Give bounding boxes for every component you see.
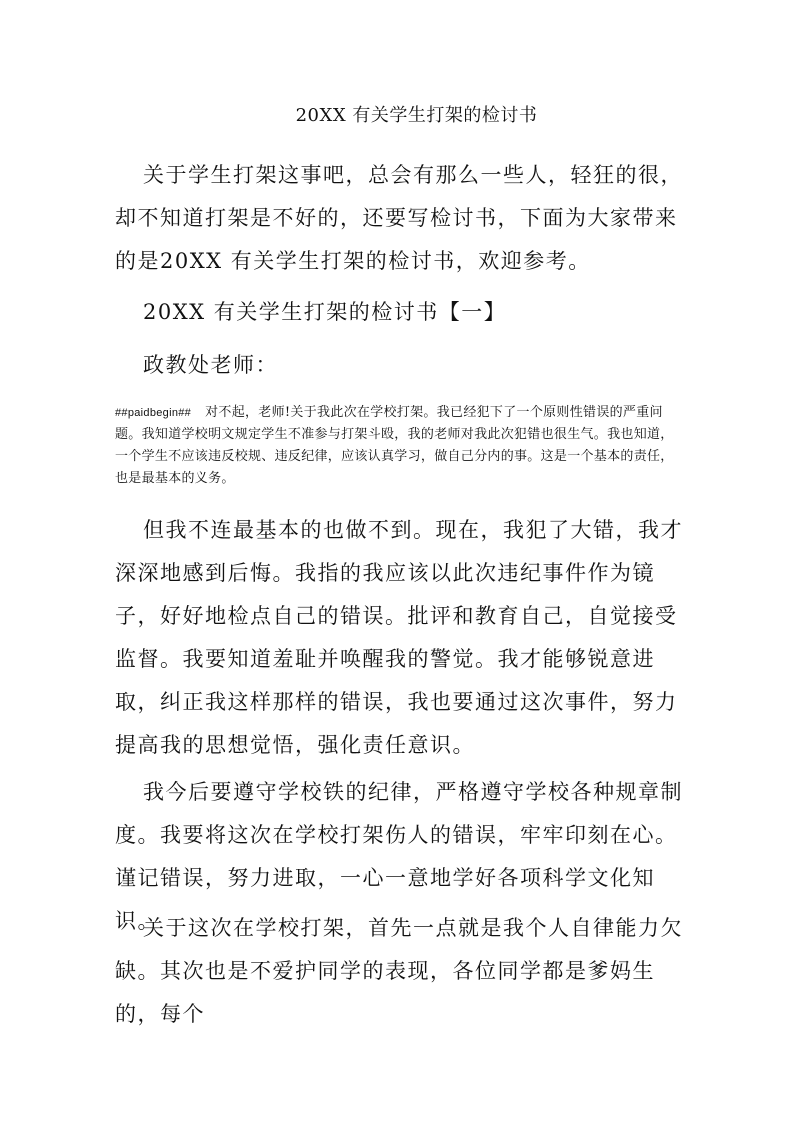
body-paragraph-1: 但我不连最基本的也做不到。现在，我犯了大错，我才深深地感到后悔。我指的我应该以此次违纪事件作为镜子，好好地检点自己的错误。批评和教育自己，自觉接受监督。我要知道羞耻并唤醒我的警觉。我才能够锐意进取，纠正我这样那样的错误，我也要通过这次事件，努力提高我的思想觉悟，强化责任意识。 — [115, 518, 683, 757]
small-paragraph-text: 对不起，老师!关于我此次在学校打架。我已经犯下了一个原则性错误的严重问题。我知道学校明文规定学生不准参与打架斗殴，我的老师对我此次犯错也很生气。我也知道，一个学生不应该违反校规、违反纪律，应该认真学习，做自己分内的事。这是一个基本的责任，也是最基本的义务。 — [115, 405, 674, 486]
salutation: 政教处老师： — [143, 353, 278, 377]
paid-marker: ##paidbegin## — [115, 407, 192, 419]
intro-paragraph: 关于学生打架这事吧，总会有那么一些人，轻狂的很，却不知道打架是不好的，还要写检讨书，下面为大家带来的是20XX 有关学生打架的检讨书，欢迎参考。 — [115, 163, 683, 273]
document-title: 20XX 有关学生打架的检讨书 — [295, 105, 538, 126]
small-paragraph — [115, 402, 685, 490]
body-paragraph-2: 我今后要遵守学校铁的纪律，严格遵守学校各种规章制度。我要将这次在学校打架伤人的错误，牢牢印刻在心。谨记错误，努力进取，一心一意地学好各项科学文化知识。 — [115, 780, 683, 933]
body-paragraph-3: 关于这次在学校打架，首先一点就是我个人自律能力欠缺。其次也是不爱护同学的表现，各位同学都是爹妈生的，每个 — [115, 916, 683, 1026]
section-heading: 20XX 有关学生打架的检讨书【一】 — [143, 300, 507, 324]
